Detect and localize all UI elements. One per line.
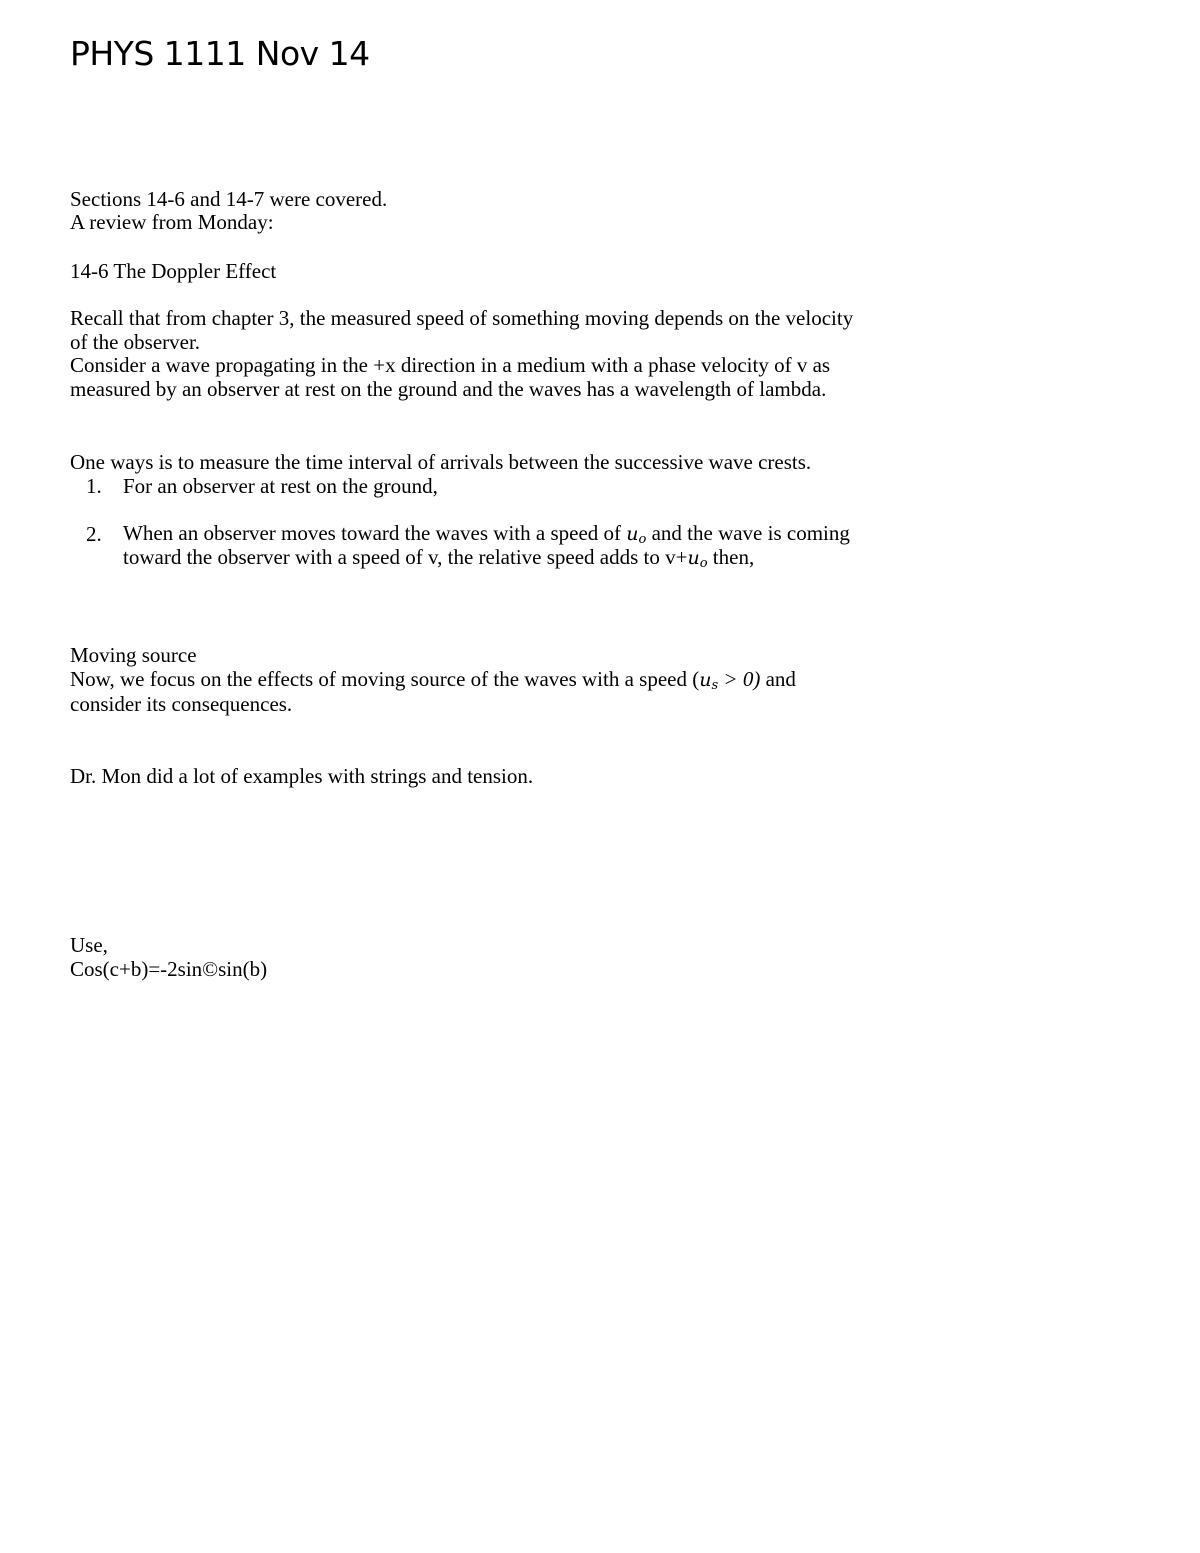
examples-note: Dr. Mon did a lot of examples with strings and tension. bbox=[70, 764, 534, 788]
intro-line-2: A review from Monday: bbox=[70, 210, 274, 234]
use-formula: Cos(c+b)=-2sin©sin(b) bbox=[70, 957, 268, 981]
recall-line-1: Recall that from chapter 3, the measured speed of something moving depends on the velocity bbox=[70, 306, 854, 330]
moving-source-heading: Moving source bbox=[70, 643, 197, 667]
list-item-2-line-2-b: then, bbox=[707, 545, 755, 569]
list-item-2-number: 2. bbox=[86, 522, 102, 546]
method-line: One ways is to measure the time interval of arrivals between the successive wave crests. bbox=[70, 450, 812, 474]
list-item-2-line-2 bbox=[123, 545, 754, 576]
moving-source-line-1: Now, we focus on the effects of moving source of the waves with a speed $(u_s > 0)$ and bbox=[70, 667, 796, 693]
source-speed-symbol: $u_s$ bbox=[699, 669, 719, 693]
section-heading: 14-6 The Doppler Effect bbox=[70, 259, 277, 283]
intro-line-1: Sections 14-6 and 14-7 were covered. bbox=[70, 187, 388, 211]
page-title: PHYS 1111 Nov 14 bbox=[70, 34, 370, 73]
observer-speed-symbol: $u_o$ bbox=[687, 547, 708, 571]
list-item-1-number: 1. bbox=[86, 474, 102, 498]
list-item-2-text-a: When an observer moves toward the waves with a speed of bbox=[123, 521, 627, 545]
use-line-1: Use, bbox=[70, 933, 108, 957]
recall-line-2: of the observer. bbox=[70, 330, 201, 354]
list-item-2-line-2-a: toward the observer with a speed of v, the relative speed adds to v+ bbox=[123, 545, 688, 569]
recall-line-4: measured by an observer at rest on the ground and the waves has a wavelength of lambda. bbox=[70, 377, 827, 401]
list-item-2-text-b: and the wave is coming bbox=[646, 521, 850, 545]
observer-speed-symbol: $u_o$ bbox=[626, 523, 647, 547]
recall-line-3: Consider a wave propagating in the +x direction in a medium with a phase velocity of v as bbox=[70, 353, 831, 377]
list-item-1-text: For an observer at rest on the ground, bbox=[123, 474, 438, 498]
moving-source-line-2: consider its consequences. bbox=[70, 692, 293, 716]
